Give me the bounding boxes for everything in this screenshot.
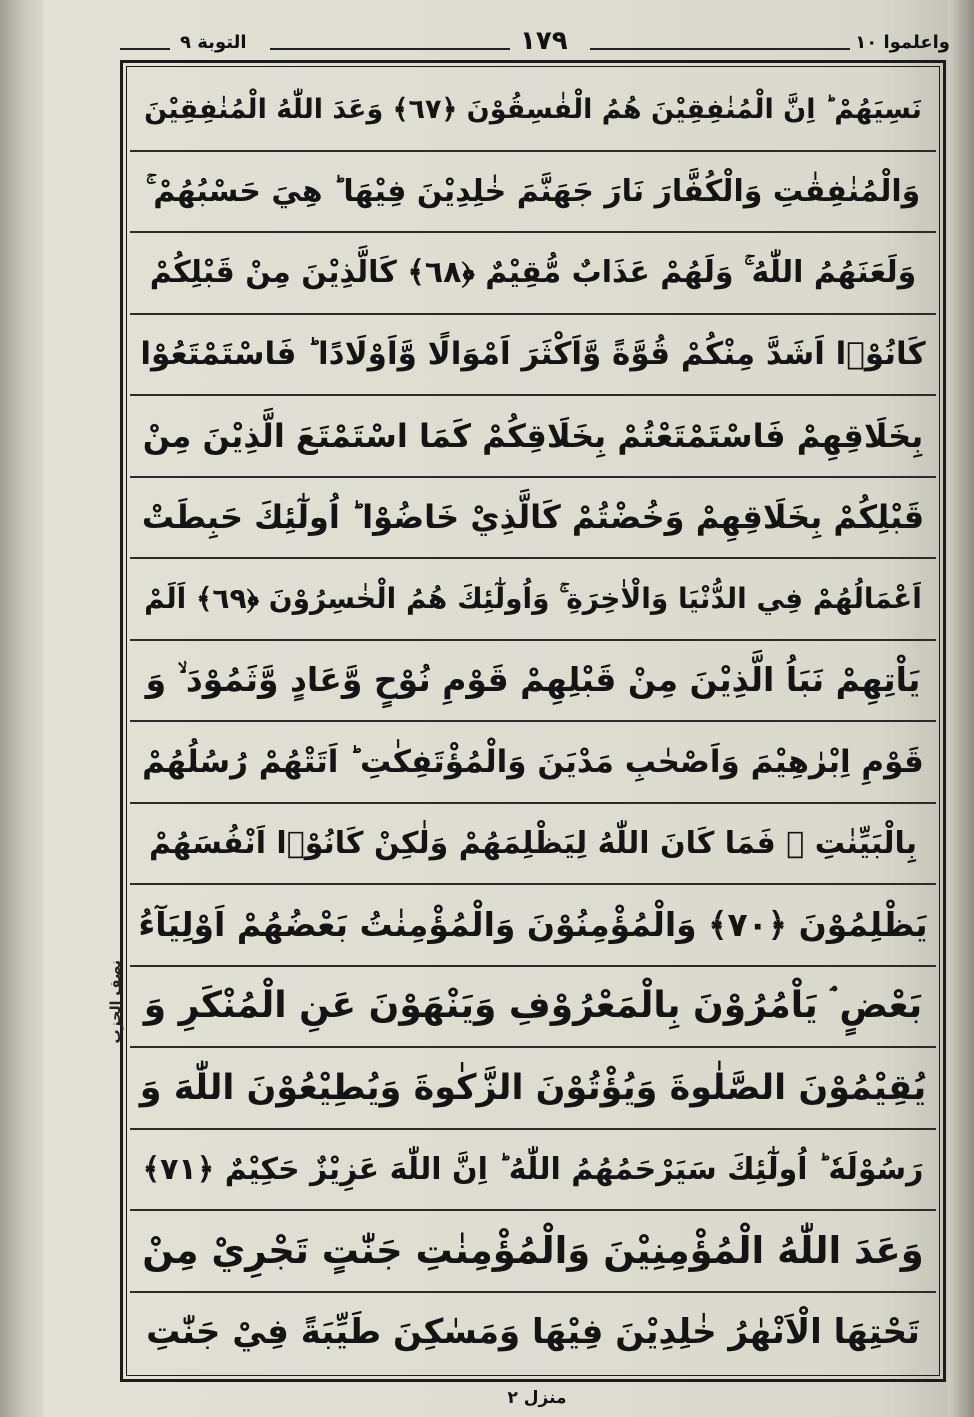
line-text: بِالْبَيِّنٰتِ ۚ فَمَا كَانَ اللّٰهُ لِيَظْلِمَهُمْ وَلٰكِنْ كَانُوْۤا اَنْفُسَهُمْ bbox=[148, 825, 918, 861]
text-line bbox=[130, 152, 936, 234]
text-line bbox=[130, 559, 936, 641]
line-text: قَبْلِكُمْ بِخَلَاقِهِمْ وَخُضْتُمْ كَالَّذِيْ خَاضُوْا ؕ اُولٰٓئِكَ حَبِطَتْ bbox=[141, 498, 925, 537]
text-line bbox=[130, 641, 936, 723]
line-text: يَظْلِمُوْنَ ﴿٧٠﴾ وَالْمُؤْمِنُوْنَ وَالْمُؤْمِنٰتُ بَعْضُهُمْ اَوْلِيَآءُ bbox=[138, 905, 928, 945]
line-text: نَسِيَهُمْ ؕ اِنَّ الْمُنٰفِقِيْنَ هُمُ الْفٰسِقُوْنَ ﴿٦٧﴾ وَعَدَ اللّٰهُ الْمُنٰفِقِيْنَ bbox=[144, 94, 922, 126]
text-line bbox=[130, 804, 936, 886]
line-text: تَحْتِهَا الْاَنْهٰرُ خٰلِدِيْنَ فِيْهَا وَمَسٰكِنَ طَيِّبَةً فِيْ جَنّٰتِ bbox=[146, 1312, 920, 1353]
line-text: وَلَعَنَهُمُ اللّٰهُ ۚ وَلَهُمْ عَذَابٌ مُّقِيْمٌ ﴿٦٨﴾ كَالَّذِيْنَ مِنْ قَبْلِكُمْ bbox=[149, 255, 917, 291]
line-text: كَانُوْۤا اَشَدَّ مِنْكُمْ قُوَّةً وَّاَكْثَرَ اَمْوَالًا وَّاَوْلَادًا ؕ فَاسْتَمْتَعُوْا bbox=[140, 336, 926, 373]
header-rule bbox=[590, 48, 850, 50]
text-line bbox=[130, 722, 936, 804]
line-text: قَوْمِ اِبْرٰهِيْمَ وَاَصْحٰبِ مَدْيَنَ وَالْمُؤْتَفِكٰتِ ؕ اَتَتْهُمْ رُسُلُهُمْ bbox=[142, 743, 924, 780]
text-line bbox=[130, 315, 936, 397]
header-rule bbox=[120, 48, 170, 50]
page-header bbox=[120, 26, 950, 62]
page-number: ١٧٩ bbox=[520, 26, 568, 56]
text-line bbox=[130, 967, 936, 1049]
quran-text bbox=[130, 70, 936, 1372]
line-text: بِخَلَاقِهِمْ فَاسْتَمْتَعْتُمْ بِخَلَاقِكُمْ كَمَا اسْتَمْتَعَ الَّذِيْنَ مِنْ bbox=[142, 416, 924, 455]
line-text: يُقِيْمُوْنَ الصَّلٰوةَ وَيُؤْتُوْنَ الزَّكٰوةَ وَيُطِيْعُوْنَ اللّٰهَ وَ bbox=[139, 1067, 927, 1108]
text-line bbox=[130, 1211, 936, 1293]
surah-name: التوبة ٩ bbox=[180, 32, 247, 53]
line-text: اَعْمَالُهُمْ فِي الدُّنْيَا وَالْاٰخِرَةِ ۚ وَاُولٰٓئِكَ هُمُ الْخٰسِرُوْنَ ﴿٦٩﴾ اَلَمْ bbox=[144, 581, 922, 615]
text-line bbox=[130, 1293, 936, 1373]
line-text: وَالْمُنٰفِقٰتِ وَالْكُفَّارَ نَارَ جَهَنَّمَ خٰلِدِيْنَ فِيْهَا ؕ هِيَ حَسْبُهُمْ ۚ bbox=[145, 173, 921, 209]
hizb-marker: نصف الحزب bbox=[108, 960, 124, 1044]
text-line bbox=[130, 396, 936, 478]
line-text: بَعْضٍ ۘ يَاْمُرُوْنَ بِالْمَعْرُوْفِ وَيَنْهَوْنَ عَنِ الْمُنْكَرِ وَ bbox=[143, 985, 923, 1027]
text-line bbox=[130, 70, 936, 152]
manzil-label: منزل ٢ bbox=[507, 1388, 567, 1408]
page-gutter bbox=[0, 0, 44, 1417]
text-line bbox=[130, 1130, 936, 1212]
text-line bbox=[130, 885, 936, 967]
line-text: يَاْتِهِمْ نَبَاُ الَّذِيْنَ مِنْ قَبْلِهِمْ قَوْمِ نُوْحٍ وَّعَادٍ وَّثَمُوْدَ ۙ وَ bbox=[145, 660, 921, 700]
line-text: رَسُوْلَهٗ ؕ اُولٰٓئِكَ سَيَرْحَمُهُمُ اللّٰهُ ؕ اِنَّ اللّٰهَ عَزِيْزٌ حَكِيْمٌ ﴿٧١﴾ bbox=[142, 1151, 924, 1187]
page-footer bbox=[0, 1388, 974, 1408]
header-rule bbox=[270, 48, 510, 50]
para-name: واعلموا ١٠ bbox=[855, 32, 950, 53]
text-line bbox=[130, 478, 936, 560]
page-edge bbox=[948, 0, 974, 1417]
text-line bbox=[130, 1048, 936, 1130]
line-text: وَعَدَ اللّٰهُ الْمُؤْمِنِيْنَ وَالْمُؤْمِنٰتِ جَنّٰتٍ تَجْرِيْ مِنْ bbox=[142, 1229, 924, 1273]
text-line bbox=[130, 233, 936, 315]
